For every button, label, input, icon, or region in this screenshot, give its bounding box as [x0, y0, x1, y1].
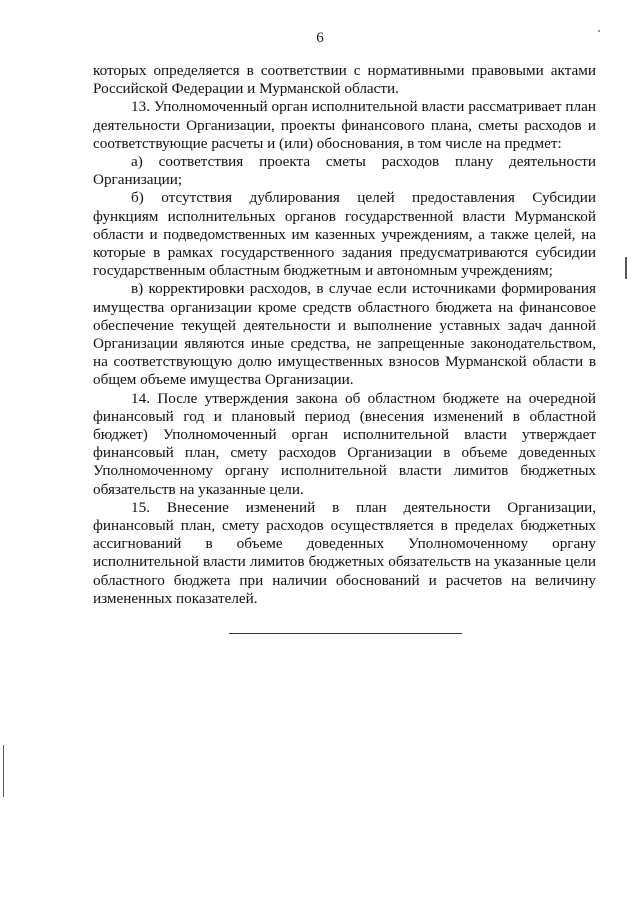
scan-artifact-right: [625, 257, 627, 279]
paragraph-13-item-b: б) отсутствия дублирования целей предоставления Субсидии функциям исполнительных органов государственной власти Мурманской области и подведомственных им казенных учреждениям, а также целей, на которые в рамках государственного задания предусматриваются субсидии государственным областным бюджетным и автономным учреждениям;: [93, 189, 596, 280]
page-number: 6: [316, 30, 324, 46]
paragraph-14: 14. После утверждения закона об областном бюджете на очередной финансовый год и плановый период (внесения изменений в областной бюджет) Уполномоченный орган исполнительной власти утверждает финансовый план, смету расходов Организации в объеме доведенных Уполномоченному органу исполнительной власти лимитов бюджетных обязательств на указанные цели.: [93, 389, 596, 498]
document-body: [93, 62, 596, 608]
paragraph-13: 13. Уполномоченный орган исполнительной власти рассматривает план деятельности Организации, проекты финансового плана, сметы расходов и соответствующие расчеты и (или) обоснования, в том числе на предмет:: [93, 98, 596, 152]
end-of-text-rule: [229, 633, 462, 634]
paragraph-13-item-a: а) соответствия проекта сметы расходов плану деятельности Организации;: [93, 153, 596, 189]
paragraph-15: 15. Внесение изменений в план деятельности Организации, финансовый план, смету расходов осуществляется в пределах бюджетных ассигнований в объеме доведенных Уполномоченному органу исполнительной власти лимитов бюджетных обязательств на указанные цели областного бюджета при наличии обоснований и расчетов на величину измененных показателей.: [93, 498, 596, 607]
paragraph-13-item-v: в) корректировки расходов, в случае если источниками формирования имущества организации кроме средств областного бюджета на финансовое обеспечение текущей деятельности и выполнение уставных задач данной Организации являются иные средства, не запрещенные законодательством, на соответствующую долю имущественных взносов Мурманской области в общем объеме имущества Организации.: [93, 280, 596, 389]
scan-artifact-dot: [598, 30, 600, 32]
paragraph-continuation: которых определяется в соответствии с нормативными правовыми актами Российской Федерации и Мурманской области.: [93, 62, 596, 98]
scan-artifact-left: [3, 745, 4, 797]
